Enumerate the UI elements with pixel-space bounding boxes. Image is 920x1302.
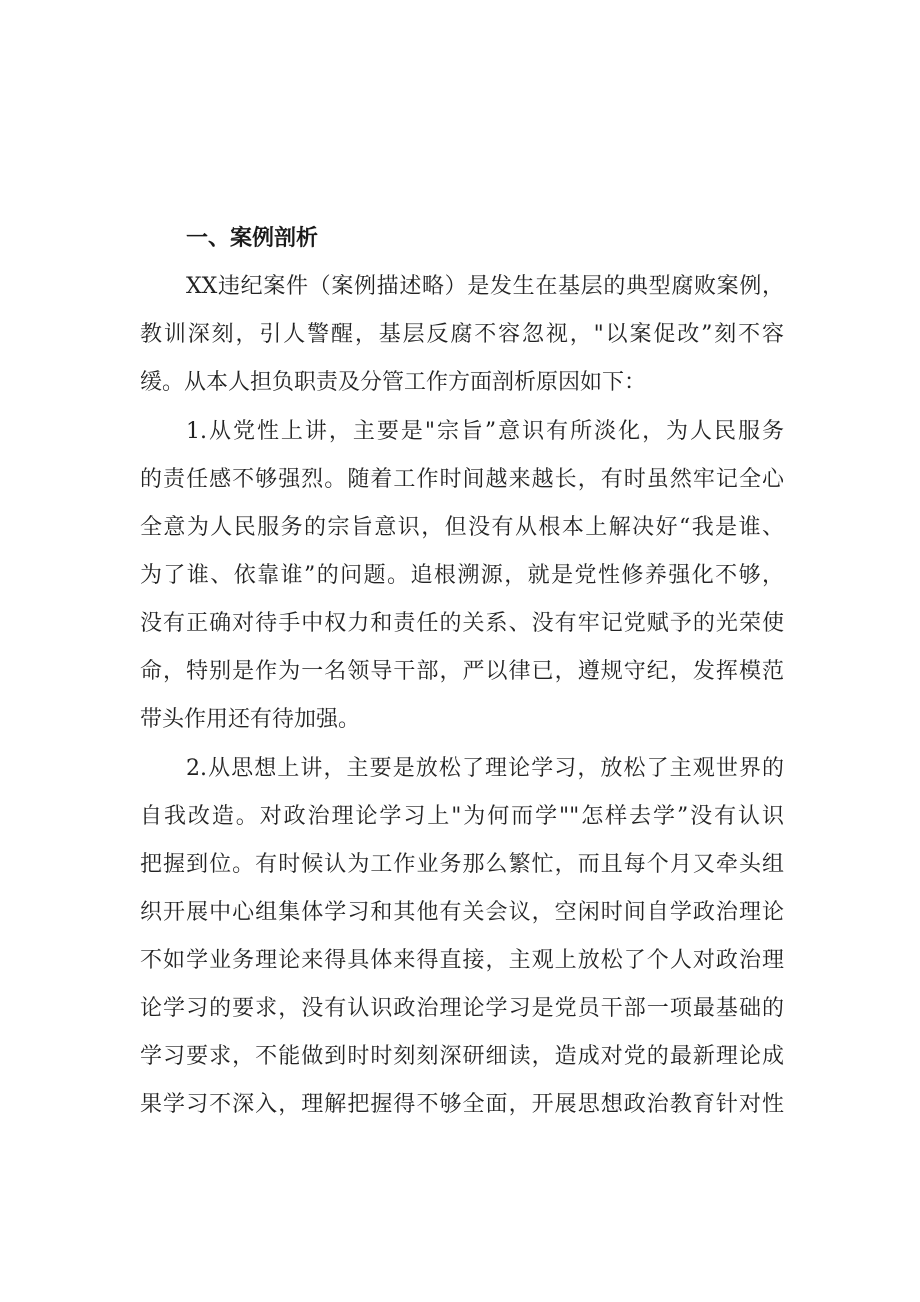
paragraph-1-line-2: 教训深刻，引人警醒，基层反腐不容忽视，"以案促改”刻不容 <box>140 322 784 347</box>
section-heading: 一、案例剖析 <box>186 226 319 251</box>
paragraph-2-line-1: 1.从党性上讲，主要是"宗旨”意识有所淡化，为人民服务 <box>186 419 784 444</box>
paragraph-3-line-6: 论学习的要求，没有认识政治理论学习是党员干部一项最基础的 <box>140 996 784 1021</box>
paragraph-3-line-4: 织开展中心组集体学习和其他有关会议，空闲时间自学政治理论 <box>140 900 784 925</box>
paragraph-3-line-1: 2.从思想上讲，主要是放松了理论学习，放松了主观世界的 <box>186 756 784 781</box>
paragraph-1-line-1: XX违纪案件（案例描述略）是发生在基层的典型腐败案例， <box>186 274 784 299</box>
paragraph-3-line-2: 自我改造。对政治理论学习上"为何而学""怎样去学”没有认识 <box>140 804 784 829</box>
paragraph-2-line-4: 为了谁、依靠谁”的问题。追根溯源，就是党性修养强化不够， <box>140 563 784 588</box>
paragraph-2-line-3: 全意为人民服务的宗旨意识，但没有从根本上解决好“我是谁、 <box>140 515 784 540</box>
paragraph-3-line-5: 不如学业务理论来得具体来得直接，主观上放松了个人对政治理 <box>140 948 784 973</box>
paragraph-2-line-6: 命，特别是作为一名领导干部，严以律已，遵规守纪，发挥模范 <box>140 659 784 684</box>
paragraph-1-line-3: 缓。从本人担负职责及分管工作方面剖析原因如下： <box>140 370 647 395</box>
paragraph-2-line-7: 带头作用还有待加强。 <box>140 707 361 732</box>
paragraph-3-line-3: 把握到位。有时候认为工作业务那么繁忙，而且每个月又牵头组 <box>140 852 784 877</box>
paragraph-3-line-7: 学习要求，不能做到时时刻刻深研细读，造成对党的最新理论成 <box>140 1044 784 1069</box>
paragraph-2-line-2: 的责任感不够强烈。随着工作时间越来越长，有时虽然牢记全心 <box>140 467 784 492</box>
paragraph-2-line-5: 没有正确对待手中权力和责任的关系、没有牢记党赋予的光荣使 <box>140 611 784 636</box>
paragraph-3-line-8: 果学习不深入，理解把握得不够全面，开展思想政治教育针对性 <box>140 1092 784 1117</box>
